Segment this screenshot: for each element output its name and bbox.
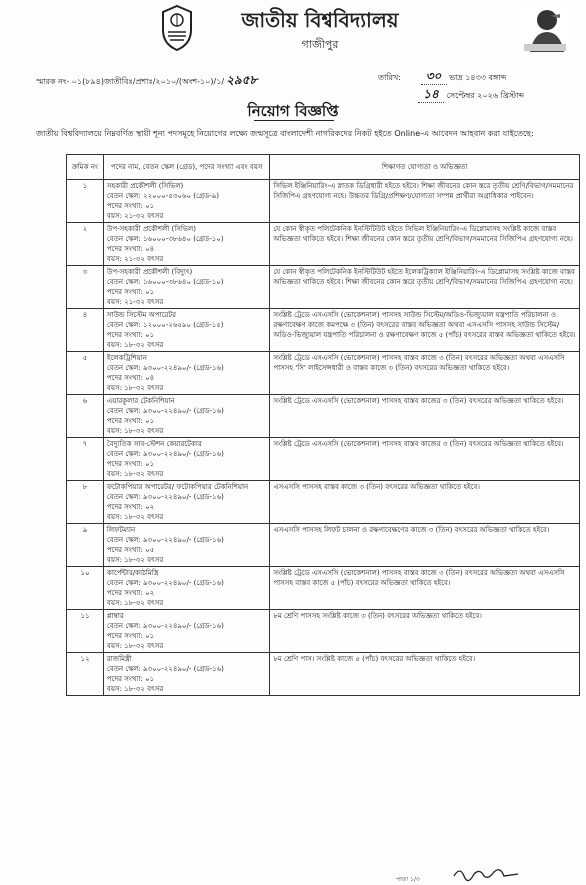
row-post-details [103, 266, 269, 309]
table-row [67, 180, 580, 223]
table-header-row [67, 155, 580, 180]
age-limit: বয়স: ১৮-৩২ বৎসর [106, 384, 164, 392]
row-qualification: এসএসসি পাসসহ লিফট চালনা ও রক্ষণাবেক্ষণের কাজে ৩ (তিন) বৎসরের অভিজ্ঞতা থাকিতে হইবে। [270, 524, 580, 567]
post-name: লিফটম্যান [106, 526, 136, 534]
row-post-details [103, 352, 269, 395]
table-row [67, 309, 580, 352]
row-serial: ১০ [67, 567, 104, 610]
row-serial: ৯ [67, 524, 104, 567]
table-row [67, 223, 580, 266]
row-post-details [103, 610, 269, 653]
post-count: পদের সংখ্যা: ০১ [106, 460, 155, 468]
bangla-day: ৩০ [421, 68, 447, 85]
table-row [67, 567, 580, 610]
row-post-details [103, 309, 269, 352]
post-name: প্লাম্বার [106, 612, 124, 620]
row-qualification: সংশ্লিষ্ট ট্রেডে এসএসসি (ভোকেশনাল) পাসসহ সাউন্ড সিস্টেম/অডিও-ভিজ্যুয়াল যন্ত্রপাতি পরিচালনা ও রক্ষণাবেক্ষণ কাজে কমপক্ষে ৩ (তিন) বৎসরের বাস্তব অভিজ্ঞতা অথবা এসএসসি পাসসহ সাউন্ড সিস্টেম/অডিও-ভিজ্যুয়াল যন্ত্রপাতি পরিচালনা ও রক্ষণাবেক্ষণ কাজে ৫ (পাঁচ) বৎসরের বাস্তব অভিজ্ঞতা থাকিতে হইবে। [270, 309, 580, 352]
table-row [67, 395, 580, 438]
post-name: এয়ারকুলার টেকনিশিয়ান [106, 397, 175, 405]
row-serial: ৬ [67, 395, 104, 438]
post-name: বৈদ্যুতিক সাব-স্টেশন কেয়ারটেকার [106, 440, 202, 448]
table-row [67, 610, 580, 653]
post-name: রাজমিস্ত্রী [106, 655, 132, 663]
row-qualification: ৮ম শ্রেণি পাসসহ সংশ্লিষ্ট কাজে ৩ (তিন) বৎসরের অভিজ্ঞতা থাকিতে হইবে। [270, 610, 580, 653]
pay-scale: বেতন স্কেল: ৯৩০০-২২৪৯০/- (গ্রেড-১৬) [106, 665, 224, 673]
row-post-details [103, 653, 269, 696]
date-label: তারিখ: [378, 73, 401, 82]
pay-scale: বেতন স্কেল: ১২০০০-২৬৫৯০ (গ্রেড-১৫) [106, 321, 224, 329]
row-serial: ২ [67, 223, 104, 266]
signature [452, 864, 522, 882]
post-count: পদের সংখ্যা: ০১ [106, 331, 155, 339]
header-post: পদের নাম, বেতন স্কেল (গ্রেড), পদের সংখ্যা এবং বয়স [103, 155, 269, 180]
post-count: পদের সংখ্যা: ০১ [106, 288, 155, 296]
row-post-details [103, 180, 269, 223]
posts-table [66, 154, 580, 696]
age-limit: বয়স: ১৮-৩২ বৎসর [106, 685, 164, 693]
pay-scale: বেতন স্কেল: ৯৩০০-২২৪৯০/- (গ্রেড-১৬) [106, 622, 224, 630]
memo-reference [36, 72, 257, 92]
row-post-details [103, 438, 269, 481]
table-row [67, 653, 580, 696]
post-count: পদের সংখ্যা: ০১ [106, 202, 155, 210]
posts-table-body [67, 180, 580, 696]
row-serial: ৫ [67, 352, 104, 395]
post-count: পদের সংখ্যা: ০৪ [106, 245, 155, 253]
age-limit: বয়স: ১৮-৩২ বৎসর [106, 341, 164, 349]
row-serial: ১২ [67, 653, 104, 696]
post-count: পদের সংখ্যা: ০২ [106, 503, 155, 511]
pay-scale: বেতন স্কেল: ৯৩০০-২২৪৯০/- (গ্রেড-১৬) [106, 364, 224, 372]
pay-scale: বেতন স্কেল: ১৬০০০-৩৮৬৪০ (গ্রেড-১০) [106, 235, 224, 243]
age-limit: বয়স: ২১-৩২ বৎসর [106, 255, 164, 263]
post-count: পদের সংখ্যা: ০১ [106, 632, 155, 640]
university-city: গাজীপুর [301, 38, 339, 51]
intro-paragraph: জাতীয় বিশ্ববিদ্যালয়ে নিম্নবর্ণিত স্থায়ী শূন্য পদসমূহে নিয়োগের লক্ষ্যে জন্মসূত্রে বাংলাদেশী নাগরিকদের নিকট হইতে Online-এ আবেদন আহবান করা যাইতেছে: [36, 129, 534, 138]
portrait-image [520, 2, 570, 52]
post-count: পদের সংখ্যা: ০১ [106, 417, 155, 425]
row-post-details [103, 395, 269, 438]
age-limit: বয়স: ১৮-৩২ বৎসর [106, 427, 164, 435]
post-name: ফটোকপিয়ার অপারেটর/ ফটোকপিয়ার টেকনিশিয়ান [106, 483, 249, 491]
post-count: পদের সংখ্যা: ০৫ [106, 546, 155, 554]
post-name: সহকারী প্রকৌশলী (সিভিল) [106, 182, 184, 190]
university-name: জাতীয় বিশ্ববিদ্যালয় [241, 8, 399, 32]
notice-title: নিয়োগ বিজ্ঞপ্তি [247, 102, 339, 120]
letterhead [0, 0, 586, 62]
row-serial: ৮ [67, 481, 104, 524]
post-name: সাউন্ড সিস্টেম অপারেটর [106, 311, 176, 319]
row-qualification: যে কোন স্বীকৃত পলিটেকনিক ইনস্টিটিউট হইতে ইলেকট্রিক্যাল ইঞ্জিনিয়ারিং-এ ডিপ্লোমাসহ সংশ্লিষ্ট কাজে বাস্তব অভিজ্ঞতা থাকিতে হইবে। শিক্ষা জীবনের কোন স্তরে তৃতীয় শ্রেণি/বিভাগ/সমমানের সিজিপিএ গ্রহণযোগ্য নহে। [270, 266, 580, 309]
title-underline [254, 120, 334, 121]
post-count: পদের সংখ্যা: ০৪ [106, 374, 155, 382]
age-limit: বয়স: ২১-৩২ বৎসর [106, 212, 164, 220]
post-count: পদের সংখ্যা: ০২ [106, 589, 155, 597]
post-name: উপ-সহকারী প্রকৌশলী (সিভিল) [106, 225, 197, 233]
row-qualification: ৮ম শ্রেণি পাস। সংশ্লিষ্ট কাজে ৫ (পাঁচ) বৎসরের অভিজ্ঞতা থাকিতে হইবে। [270, 653, 580, 696]
post-name: উপ-সহকারী প্রকৌশলী (বিদ্যুৎ) [106, 268, 193, 276]
row-post-details [103, 524, 269, 567]
pay-scale: বেতন স্কেল: ৯৩০০-২২৪৯০/- (গ্রেড-১৬) [106, 450, 224, 458]
age-limit: বয়স: ১৮-৩২ বৎসর [106, 599, 164, 607]
age-limit: বয়স: ১৮-৩২ বৎসর [106, 642, 164, 650]
memo-number: ২৯৫৮ [226, 73, 258, 87]
pay-scale: বেতন স্কেল: ৯৩০০-২২৪৯০/- (গ্রেড-১৬) [106, 493, 224, 501]
table-row [67, 481, 580, 524]
row-qualification: সংশ্লিষ্ট ট্রেডে এসএসসি (ভোকেশনাল) পাসসহ বাস্তব কাজের ৩ (তিন) বৎসরের অভিজ্ঞতা থাকিতে হইবে। [270, 395, 580, 438]
header-qualification: শিক্ষাগত যোগ্যতা ও অভিজ্ঞতা [270, 155, 580, 180]
university-logo [160, 4, 194, 52]
pay-scale: বেতন স্কেল: ৯৩০০-২২৪৯০/- (গ্রেড-১৬) [106, 536, 224, 544]
date-block [378, 68, 524, 104]
age-limit: বয়স: ২১-৩২ বৎসর [106, 298, 164, 306]
table-row [67, 266, 580, 309]
row-qualification: সিভিল ইঞ্জিনিয়ারিং-এ স্নাতক ডিগ্রিধারী হইতে হইবে। শিক্ষা জীবনের কোন স্তরে তৃতীয় শ্রেণি/বিভাগ/সমমানের সিজিপিএ গ্রহণযোগ্য নহে। উচ্চতর ডিগ্রি/প্রশিক্ষণ/যোগ্যতা সম্পন্ন প্রার্থীরা অগ্রাধিকার পাইবেন। [270, 180, 580, 223]
row-serial: ৭ [67, 438, 104, 481]
pay-scale: বেতন স্কেল: ১৬০০০-৩৮৬৪০ (গ্রেড-১০) [106, 278, 224, 286]
english-day: ১৪ [418, 86, 444, 103]
pay-scale: বেতন স্কেল: ৯৩০০-২২৪৯০/- (গ্রেড-১৬) [106, 407, 224, 415]
row-serial: ১১ [67, 610, 104, 653]
row-qualification: সংশ্লিষ্ট ট্রেডে এসএসসি (ভোকেশনাল) পাসসহ বাস্তব কাজে ৩ (তিন) বৎসরের অভিজ্ঞতা অথবা এসএসসি পাসসহ বাস্তব কাজে ৫ (পাঁচ) বৎসরের অভিজ্ঞতা থাকিতে হইবে। [270, 567, 580, 610]
row-post-details [103, 567, 269, 610]
bangla-date: ভাদ্র ১৪৩৩ বঙ্গাব্দ [449, 73, 507, 82]
age-limit: বয়স: ১৮-৩২ বৎসর [106, 556, 164, 564]
age-limit: বয়স: ১৮-৩২ বৎসর [106, 513, 164, 521]
table-row [67, 438, 580, 481]
memo-prefix: স্মারক নং- ০১(৮৯৪)জাতীবিঃ/প্রশাঃ/২০১০/(অংশ-১০)/১/ [36, 77, 225, 86]
pay-scale: বেতন স্কেল: ৯৩০০-২২৪৯০/- (গ্রেড-১৬) [106, 579, 224, 587]
row-qualification: সংশ্লিষ্ট ট্রেডে এসএসসি (ভোকেশনাল) পাসসহ বাস্তব কাজের ৩ (তিন) বৎসরের অভিজ্ঞতা থাকিতে হইবে। [270, 438, 580, 481]
row-serial: ১ [67, 180, 104, 223]
row-post-details [103, 223, 269, 266]
row-serial: ৩ [67, 266, 104, 309]
age-limit: বয়স: ১৮-৩২ বৎসর [106, 470, 164, 478]
row-serial: ৪ [67, 309, 104, 352]
row-qualification: এসএসসি পাসসহ বাস্তব কাজে ৩ (তিন) বৎসরের অভিজ্ঞতা থাকিতে হইবে। [270, 481, 580, 524]
page-number: পাতা ১/৩ [396, 876, 420, 883]
row-post-details [103, 481, 269, 524]
row-qualification: সংশ্লিষ্ট ট্রেডে এসএসসি (ভোকেশনাল) পাসসহ বাস্তব কাজে ৩ (তিন) বৎসরের অভিজ্ঞতা অথবা এসএসসি পাসসহ 'সি' লাইসেন্সধারী ও বাস্তব কাজে ৩ (তিন) বৎসরের অভিজ্ঞতা থাকিতে হইবে। [270, 352, 580, 395]
row-qualification: যে কোন স্বীকৃত পলিটেকনিক ইনস্টিটিউট হইতে সিভিল ইঞ্জিনিয়ারিং-এ ডিপ্লোমাসহ সংশ্লিষ্ট কাজে বাস্তব অভিজ্ঞতা থাকিতে হইবে। শিক্ষা জীবনের কোন স্তরে তৃতীয় শ্রেণি/বিভাগ/সমমানের সিজিপিএ গ্রহণযোগ্য নহে। [270, 223, 580, 266]
header-sl: ক্রমিক নং [67, 155, 104, 180]
post-name: ইলেকট্রিশিয়ান [106, 354, 147, 362]
table-row [67, 524, 580, 567]
post-count: পদের সংখ্যা: ০১ [106, 675, 155, 683]
table-row [67, 352, 580, 395]
post-name: কার্পেন্টার/কাঠমিস্ত্রি [106, 569, 159, 577]
english-date: সেপ্টেম্বর ২০২৬ খ্রিস্টাব্দ [446, 91, 525, 100]
pay-scale: বেতন স্কেল: ২২০০০-৫৩০৬০ (গ্রেড-৯) [106, 192, 220, 200]
